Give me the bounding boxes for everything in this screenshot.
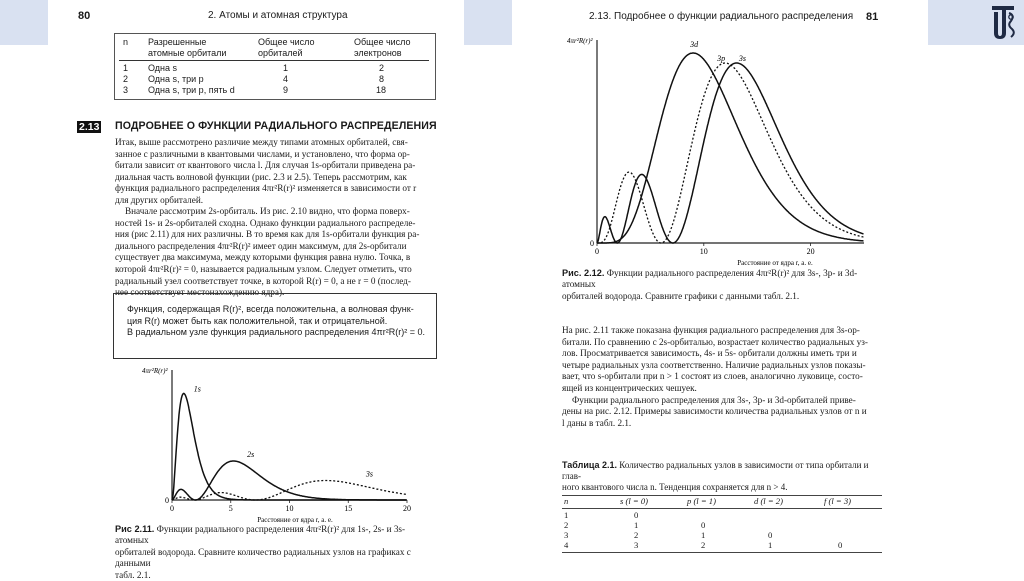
running-head: 2. Атомы и атомная структура [208,10,348,21]
x-tick-label: 20 [403,504,411,513]
header-cell: Общее число [258,37,315,47]
x-tick-label: 10 [285,504,294,513]
text-line: существует два максимума, между которыми функция равна нулю. Точка, в [115,252,411,263]
table-grid [562,495,882,553]
cell: 1 [123,63,129,73]
cell: 9 [283,85,289,95]
text-line: В радиальном узле функция радиального распределения 4πr²R(r)² = 0. [127,327,425,337]
text-line: Функции радиального распределения 4πr²R(r)² для 3s-, 3p- и 3d- атомных [562,268,858,290]
text-line: ного квантового числа n. Тенденция сохраняется для n > 4. [562,482,788,492]
text-line: битали зависит от квантового числа l. Для случая 1s-орбитали приведена ра- [115,160,416,171]
caption-label: Рис 2.11. [115,524,155,534]
radial-nodes-table [562,460,882,553]
text-line: l даны в табл. 2.1. [562,417,632,428]
table-cell: 2 [564,520,569,530]
header-cell: f (l = 3) [824,496,852,506]
series-line-3s [597,63,864,243]
paragraph-3s [562,325,884,429]
text-line: Вначале рассмотрим 2s-орбиталь. Из рис. 2.10 видно, что форма поверх- [125,206,410,216]
header-cell: d (l = 2) [754,496,783,506]
series-label-3s: 3s [738,54,747,63]
table-cell: 3 [564,530,569,540]
table-cell: 3 [634,540,639,550]
x-tick-label: 10 [699,247,708,256]
text-line: Функция, содержащая R(r)², всегда положительна, а волновая функ- [127,304,414,314]
header-cell: Общее число [354,37,411,47]
series-label-2s: 2s [247,450,255,459]
cell: 2 [379,63,385,73]
page-number: 80 [78,10,91,22]
running-head: 2.13. Подробнее о функции радиального распределения [589,11,854,22]
table-divider [119,60,429,61]
y-axis-label: 4πr²R(r)² [567,37,593,45]
text-line: Функции радиального распределения 4πr²R(r)² для 1s-, 2s- и 3s-атомных [115,524,406,546]
figure-2-11-caption [115,524,435,581]
table-cell: 0 [701,520,706,530]
text-line: лов. Просматривается зависимость, 4s- и 5s- орбитали должны иметь три и [562,348,857,359]
text-line: четыре радиальных узла соответственно. Наличие радиальных узлов показы- [562,359,866,370]
text-line: На рис. 2.11 также показана функция радиального распределения для 3s-ор- [562,325,860,335]
section-title: ПОДРОБНЕЕ О ФУНКЦИИ РАДИАЛЬНОГО РАСПРЕДЕЛЕНИЯ [115,120,437,132]
decor-block-middle [464,0,512,45]
header-cell: атомные орбитали [148,48,227,58]
x-tick-label: 20 [806,247,815,256]
x-axis-label: Расстояние от ядра r, а. е. [737,259,813,267]
note-box [113,293,437,359]
text-line: занное с различными в квантовыми числами, и установлено, что форма ор- [115,148,410,159]
series-line-3p [597,63,864,243]
cell: 1 [283,63,289,73]
series-label-3p: 3p [717,54,726,63]
text-line: ящей из концентрических чешуек. [562,382,697,393]
cell: 8 [379,74,385,84]
table-caption [562,460,882,493]
text-line: орбиталей водорода. Сравните графики с данными табл. 2.1. [562,290,800,301]
table-cell: 1 [634,520,639,530]
header-cell: электронов [354,48,402,58]
table-divider [562,508,882,509]
table-cell: 4 [564,540,569,550]
header-cell: n [123,37,129,47]
text-line: диальная часть волновой функции (рис. 2.3 и 2.5). Теперь рассмотрим, как [115,171,407,182]
table-cell: 2 [701,540,706,550]
cell: 2 [123,74,129,84]
text-line: ностей 1s- и 2s-орбиталей сходна. Однако функции радиального распределе- [115,217,416,228]
text-line: Количество радиальных узлов в зависимости от типа орбитали и глав- [562,460,869,481]
paragraph-2s [115,206,431,299]
table-cell: 1 [701,530,706,540]
text-line: функция радиального распределения 4πr²R(r)² изменяется в зависимости от r [115,183,417,194]
y-tick-label: 0 [590,239,594,248]
text-line: Функции радиального распределения для 3s-, 3p- и 3d-орбиталей приве- [572,394,856,405]
university-logo-icon [990,3,1020,43]
table-cell: 1 [768,540,773,550]
text-line: радиальный узел соответствует точке, в которой R(r) = 0, а не r = 0 (послед- [115,275,411,286]
text-line: диального распределения 4πr²R(r)² имеет один максимум, для 2s-орбитали [115,240,407,251]
cell: 18 [376,85,387,95]
series-label-1s: 1s [193,384,201,394]
x-axis-label: Расстояние от ядра r, а. е. [257,516,333,524]
header-cell: n [564,496,569,506]
x-tick-label: 15 [344,504,353,513]
page-number: 81 [866,11,879,23]
text-line: которой 4πr²R(r)² = 0, называется радиальным узлом. Следует отметить, что [115,263,412,274]
text-line: Итак, выше рассмотрено различие между типами атомных орбиталей, свя- [115,137,408,147]
text-line: орбиталей водорода. Сравните количество радиальных узлов на графиках с данными [115,546,411,569]
text-line: вает, что s-орбитали при n > 1 состоят из слоев, аналогично луковице, состо- [562,371,863,382]
y-axis-label: 4πr²R(r)² [142,367,168,375]
cell: Одна s [148,63,178,73]
table-cell: 0 [768,530,773,540]
x-tick-label: 0 [595,247,599,256]
figure-2-12-caption [562,268,884,302]
y-tick-label: 0 [165,496,169,505]
text-line: битали. По сравнению с 2s-орбиталью, возрастает количество радиальных уз- [562,336,868,347]
table-cell: 2 [634,530,639,540]
text-line: дены на рис. 2.12. Примеры зависимости количества радиальных узлов от n и [562,406,867,417]
paragraph-intro [115,137,431,207]
cell: 4 [283,74,289,84]
text-line: нее соответствует местонахождению ядра). [115,287,285,298]
series-label-3d: 3d [690,40,699,49]
table-cell: 0 [634,510,639,520]
figure-2-12-chart [550,30,890,275]
figure-2-11-chart [100,360,450,525]
text-line: ция R(r) может быть как положительной, так и отрицательной. [127,315,388,326]
text-line: табл. 2.1. [115,569,151,580]
section-number-badge: 2.13 [79,121,100,133]
text-line: для других орбиталей. [115,194,204,205]
orbital-table [114,33,436,100]
cell: Одна s, три p, пять d [148,85,235,95]
cell: Одна s, три p [148,74,204,84]
cell: 3 [123,85,129,95]
text-line: ния (рис 2.11) для них различны. В то время как для 1s-орбитали функция ра- [115,229,420,240]
header-cell: p (l = 1) [687,496,716,506]
series-line-3d [597,53,864,243]
x-tick-label: 0 [170,504,174,513]
x-tick-label: 5 [228,504,233,513]
header-cell: s (l = 0) [620,496,648,506]
table-cell: 1 [564,510,569,520]
table-cell: 0 [838,540,843,550]
series-label-3s: 3s [365,469,374,479]
header-cell: орбиталей [258,48,303,58]
series-line-1s [172,393,406,500]
decor-block-left [0,0,48,45]
caption-label: Таблица 2.1. [562,460,618,470]
caption-label: Рис. 2.12. [562,268,605,278]
header-cell: Разрешенные [148,37,207,47]
